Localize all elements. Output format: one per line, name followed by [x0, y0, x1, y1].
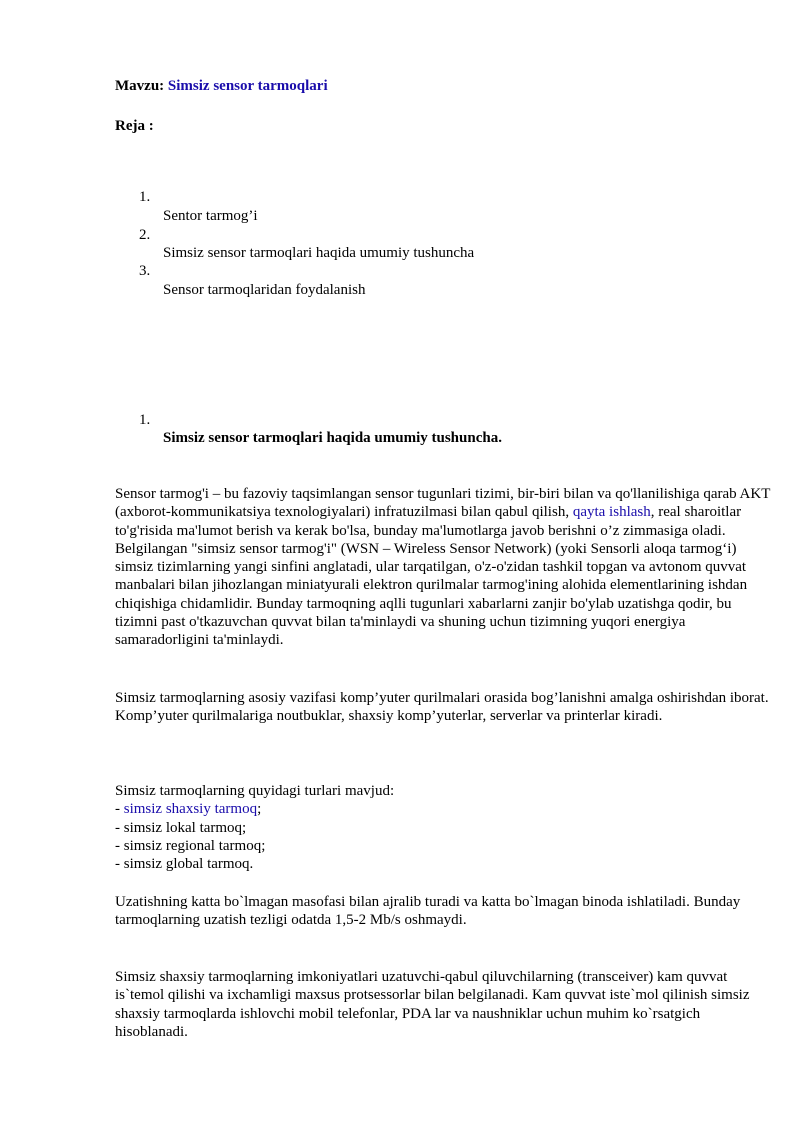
- section-number: 1.: [139, 412, 151, 428]
- reja-label: Reja :: [115, 118, 154, 134]
- wireless-types-list: [115, 782, 775, 873]
- mavzu-label: Mavzu:: [115, 78, 165, 94]
- mavzu-title-link[interactable]: Simsiz sensor tarmoqlari: [167, 78, 328, 94]
- types-intro: Simsiz tarmoqlarning quyidagi turlari mavjud:: [115, 783, 395, 799]
- list-end: ;: [257, 801, 262, 818]
- qayta-ishlash-link[interactable]: qayta ishlash: [572, 504, 651, 521]
- list-item: - simsiz lokal tarmoq;: [115, 819, 247, 836]
- paragraph-wireless-purpose: Simsiz tarmoqlarning asosiy vazifasi komp’yuter qurilmalari orasida bog’lanishni amalga oshirishdan iborat. Komp’yuter qurilmalariga noutbuklar, shaxsiy komp’yuterlar, serverlar va printerlar kiradi.: [115, 690, 769, 725]
- list-item: - simsiz global tarmoq.: [115, 856, 254, 873]
- plan-number: 1.: [139, 189, 151, 205]
- paragraph-transmission: Uzatishning katta bo`lmagan masofasi bilan ajralib turadi va katta bo`lmagan binoda ishlatiladi. Bunday tarmoqlarning uzatish tezligi odatda 1,5-2 Mb/s oshmaydi.: [115, 894, 741, 929]
- list-dash: -: [115, 801, 124, 818]
- paragraph-sensor-network: [115, 485, 775, 650]
- page-title: [115, 77, 328, 95]
- plan-number: 2.: [139, 227, 151, 243]
- plan-number: 3.: [139, 263, 151, 279]
- paragraph-text: Sensor tarmog'i – bu fazoviy taqsimlangan sensor tugunlari tizimi, bir-biri bilan va qo'llanilishiga qarab AKT (axborot-kommunikatsiya texnologiyalari) infratuzilmasi bilan qabul qilish,: [115, 486, 771, 521]
- plan-item: Simsiz sensor tarmoqlari haqida umumiy tushuncha: [163, 245, 475, 261]
- paragraph-personal-networks: Simsiz shaxsiy tarmoqlarning imkoniyatlari uzatuvchi-qabul qiluvchilarning (transceiver) kam quvvat is`temol qilishi va ixchamligi maxsus protsessorlar bilan belgilanadi. Kam quvvat iste`mol qilinish simsiz shaxsiy tarmoqlarda ishlovchi mobil telefonlar, PDA lar va naushniklar uchun muhim ko`rsatgich hisoblanadi.: [115, 969, 750, 1040]
- plan-item: Sentor tarmog’i: [163, 208, 258, 224]
- list-item: [115, 800, 775, 818]
- list-item: - simsiz regional tarmoq;: [115, 837, 266, 854]
- paragraph-text: , real sharoitlar to'g'risida ma'lumot berish va kerak bo'lsa, bunday ma'lumotlarga javob berishni o’z zimmasiga oladi. Belgilangan "simsiz sensor tarmog'i" (WSN – Wireless Sensor Network) (yoki Sensorli aloqa tarmog‘i) simsiz tizimlarning yangi sinfini anglatadi, ular tarqatilgan, o'z-o'zidan tashkil topgan va avtonom quvvat manbalari bilan jihozlangan miniatyurali elektron qurilmalar tarmog'ining alohida elementlarining ishdan chiqishiga chidamlidir. Bunday tarmoqning aqlli tugunlari xabarlarni zanjir bo'ylab uzatishga qodir, bu tizimni past o'tkazuvchan quvvat bilan ta'minlaydi va shuning uchun tizimning yuqori energiya samaradorligini ta'minlaydi.: [115, 504, 748, 649]
- plan-item: Sensor tarmoqlaridan foydalanish: [163, 282, 366, 298]
- simsiz-shaxsiy-tarmoq-link[interactable]: simsiz shaxsiy tarmoq: [123, 801, 258, 818]
- section-heading: Simsiz sensor tarmoqlari haqida umumiy tushuncha.: [163, 430, 502, 446]
